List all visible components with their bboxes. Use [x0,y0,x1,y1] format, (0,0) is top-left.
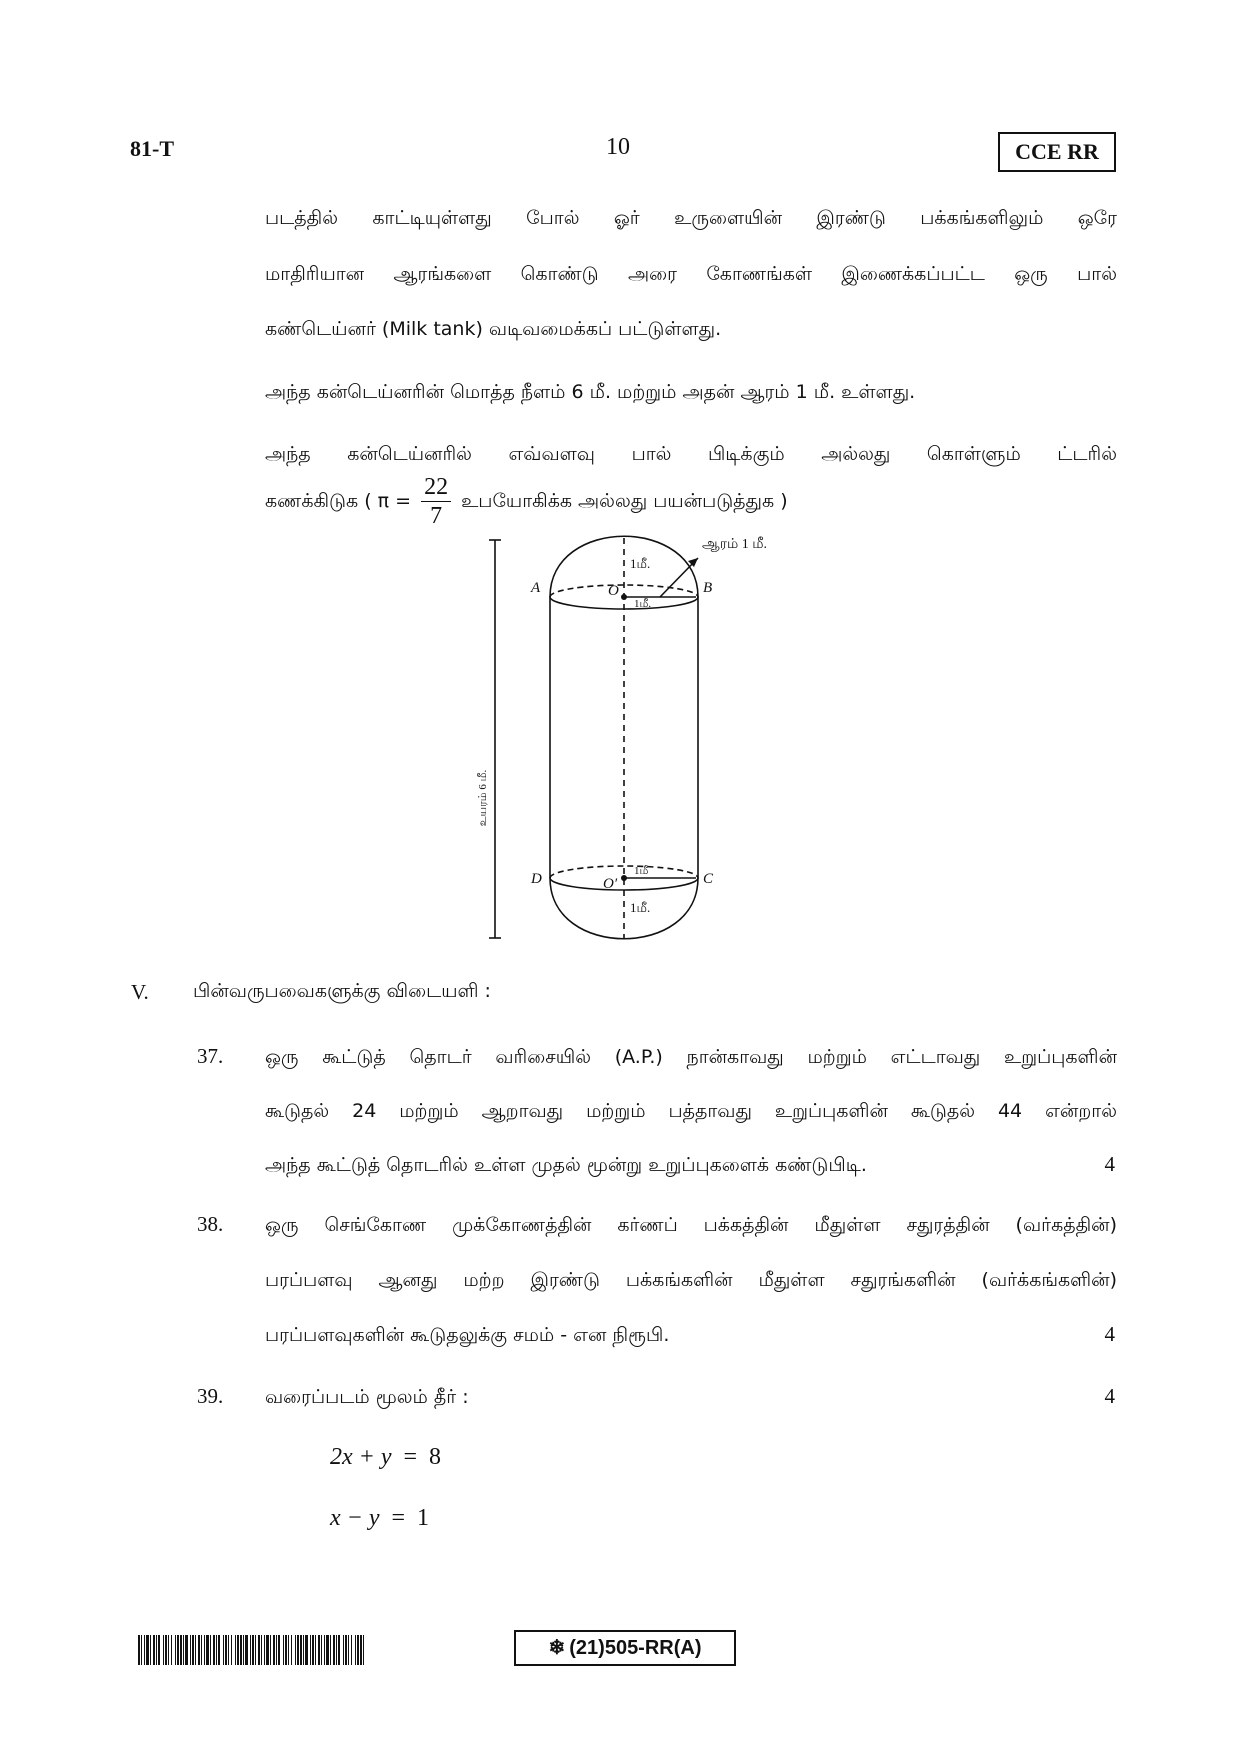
point-o-prime-label: O′ [603,876,618,892]
barcode-bar [165,1635,167,1665]
question-37-marks: 4 [1104,1152,1115,1176]
barcode-bar [175,1635,176,1665]
top-radius-label: 1மீ. [634,598,652,610]
barcode-bar [163,1635,164,1665]
center-o-dot [621,594,627,600]
barcode-bar [185,1635,188,1665]
problem-pi-line [265,473,1117,530]
barcode-bar [146,1635,149,1665]
problem-line-4: அந்த கன்டெய்னரின் மொத்த நீளம் 6 மீ. மற்றும் அதன் ஆரம் 1 மீ. உள்ளது. [265,381,916,403]
point-d-label: D [531,871,542,887]
barcode [138,1635,364,1665]
barcode-bar [213,1635,215,1665]
question-39-marks: 4 [1104,1384,1115,1408]
question-38-marks: 4 [1104,1322,1115,1346]
problem-line-5: அந்த கன்டெய்னரில் எவ்வளவு பால் பிடிக்கும் அல்லது கொள்ளும் ட்டரில் [265,443,1117,465]
barcode-bar [264,1635,265,1665]
barcode-bar [276,1635,277,1665]
pi-fraction [421,473,451,530]
paper-code: 81-T [130,136,174,161]
height-label: உயரம் 6 மீ. [477,769,489,827]
point-c-label: C [703,871,714,887]
barcode-bar [190,1635,191,1665]
problem-line-1: படத்தில் காட்டியுள்ளது போல் ஓர் உருளையின் இரண்டு பக்கங்களிலும் ஒரே [265,207,1117,229]
barcode-bar [216,1635,217,1665]
barcode-bar [300,1635,302,1665]
question-37-number: 37. [197,1044,224,1068]
equation-2-rhs: 1 [417,1505,430,1531]
footer-code: (21)505-RR(A) [569,1637,702,1659]
barcode-bar [303,1635,304,1665]
section-number: V. [131,980,149,1004]
barcode-bar [171,1635,172,1665]
equation-1-op: = [403,1444,418,1470]
barcode-bar [312,1635,314,1665]
barcode-bar [291,1635,292,1665]
barcode-bar [183,1635,184,1665]
barcode-bar [223,1635,224,1665]
problem-line-2: மாதிரியான ஆரங்களை கொண்டு அரை கோணங்கள் இணைக்கப்பட்ட ஒரு பால் [265,263,1117,285]
barcode-bar [310,1635,311,1665]
barcode-bar [168,1635,169,1665]
barcode-bar [270,1635,271,1665]
barcode-bar [210,1635,211,1665]
question-37-line-3: அந்த கூட்டுத் தொடரில் உள்ள முதல் மூன்று உறுப்புகளைக் கண்டுபிடி. [265,1154,867,1176]
question-38-number: 38. [197,1212,224,1236]
barcode-bar [324,1635,325,1665]
barcode-bar [235,1635,236,1665]
barcode-bar [330,1635,331,1665]
milk-tank-figure [470,530,790,950]
barcode-bar [177,1635,179,1665]
radius-label: ஆரம் 1 மீ. [702,537,768,552]
barcode-bar [355,1635,356,1665]
barcode-bar [144,1635,145,1665]
barcode-bar [245,1635,248,1665]
problem-line-3: கண்டெய்னர் (Milk tank) வடிவமைக்கப் பட்டுள்ளது. [265,318,722,340]
barcode-bar [338,1635,340,1665]
page-number: 10 [606,134,630,160]
question-39-number: 39. [197,1384,224,1408]
equation-1-lhs: 2x + y [330,1444,392,1470]
barcode-bar [295,1635,296,1665]
barcode-bar [141,1635,142,1665]
barcode-bar [305,1635,308,1665]
barcode-bar [333,1635,335,1665]
barcode-bar [351,1635,352,1665]
barcode-bar [357,1635,359,1665]
barcode-bar [343,1635,344,1665]
barcode-bar [318,1635,320,1665]
barcode-bar [158,1635,160,1665]
barcode-bar [278,1635,280,1665]
equation-2-lhs: x − y [330,1505,380,1531]
barcode-bar [240,1635,242,1665]
question-38-line-2: பரப்பளவு ஆனது மற்ற இரண்டு பக்கங்களின் மீதுள்ள சதுரங்களின் (வர்க்கங்களின்) [265,1269,1117,1291]
pi-denominator: 7 [430,503,443,529]
bottom-radius-label: 1மீ [634,865,649,877]
barcode-bar [326,1635,329,1665]
barcode-bar [258,1635,260,1665]
question-37-line-1: ஒரு கூட்டுத் தொடர் வரிசையில் (A.P.) நான்காவது மற்றும் எட்டாவது உறுப்புகளின் [265,1046,1117,1068]
footer-code-box [514,1630,736,1666]
barcode-bar [250,1635,251,1665]
barcode-bar [288,1635,289,1665]
barcode-bar [150,1635,151,1665]
barcode-bar [321,1635,322,1665]
barcode-bar [336,1635,337,1665]
snowflake-icon: ❄ [548,1637,566,1659]
bottom-cap-label: 1மீ. [630,900,651,915]
pi-prefix: கணக்கிடுக ( π = [265,490,412,512]
barcode-bar [231,1635,232,1665]
barcode-bar [285,1635,287,1665]
equation-1-rhs: 8 [429,1444,442,1470]
barcode-bar [273,1635,275,1665]
series-box: CCE RR [998,132,1116,172]
pi-suffix: உபயோகிக்க அல்லது பயன்படுத்துக ) [461,490,788,512]
barcode-bar [156,1635,157,1665]
barcode-bar [252,1635,254,1665]
barcode-bar [348,1635,349,1665]
pi-numerator: 22 [421,473,451,502]
barcode-bar [297,1635,299,1665]
equation-2-op: = [391,1505,406,1531]
question-37-line-2: கூடுதல் 24 மற்றும் ஆறாவது மற்றும் பத்தாவது உறுப்புகளின் கூடுதல் 44 என்றால் [265,1100,1117,1122]
question-38-line-3: பரப்பளவுகளின் கூடுதலுக்கு சமம் - என நிரூபி. [265,1324,670,1346]
point-a-label: A [531,580,541,596]
barcode-bar [266,1635,269,1665]
barcode-bar [225,1635,227,1665]
barcode-bar [218,1635,220,1665]
barcode-bar [153,1635,155,1665]
barcode-bar [195,1635,196,1665]
top-cap-label: 1மீ. [630,556,651,571]
barcode-bar [201,1635,202,1665]
barcode-bar [237,1635,239,1665]
center-o-prime-dot [621,875,627,881]
point-b-label: B [703,580,713,596]
barcode-bar [360,1635,362,1665]
barcode-bar [180,1635,182,1665]
barcode-bar [206,1635,209,1665]
question-38-line-1: ஒரு செங்கோண முக்கோணத்தின் கர்ணப் பக்கத்தின் மீதுள்ள சதுரத்தின் (வர்கத்தின்) [265,1214,1117,1236]
equation-2 [330,1505,429,1532]
barcode-bar [283,1635,284,1665]
barcode-bar [345,1635,347,1665]
question-39-line-1: வரைப்படம் மூலம் தீர் : [265,1386,469,1408]
barcode-bar [363,1635,364,1665]
barcode-bar [255,1635,256,1665]
section-title: பின்வருபவைகளுக்கு விடையளி : [193,980,491,1002]
barcode-bar [138,1635,140,1665]
barcode-bar [192,1635,194,1665]
barcode-bar [243,1635,244,1665]
barcode-bar [261,1635,262,1665]
barcode-bar [228,1635,229,1665]
point-o-label: O [608,583,619,599]
barcode-bar [204,1635,205,1665]
equation-1 [330,1444,441,1471]
barcode-bar [315,1635,316,1665]
barcode-bar [198,1635,200,1665]
